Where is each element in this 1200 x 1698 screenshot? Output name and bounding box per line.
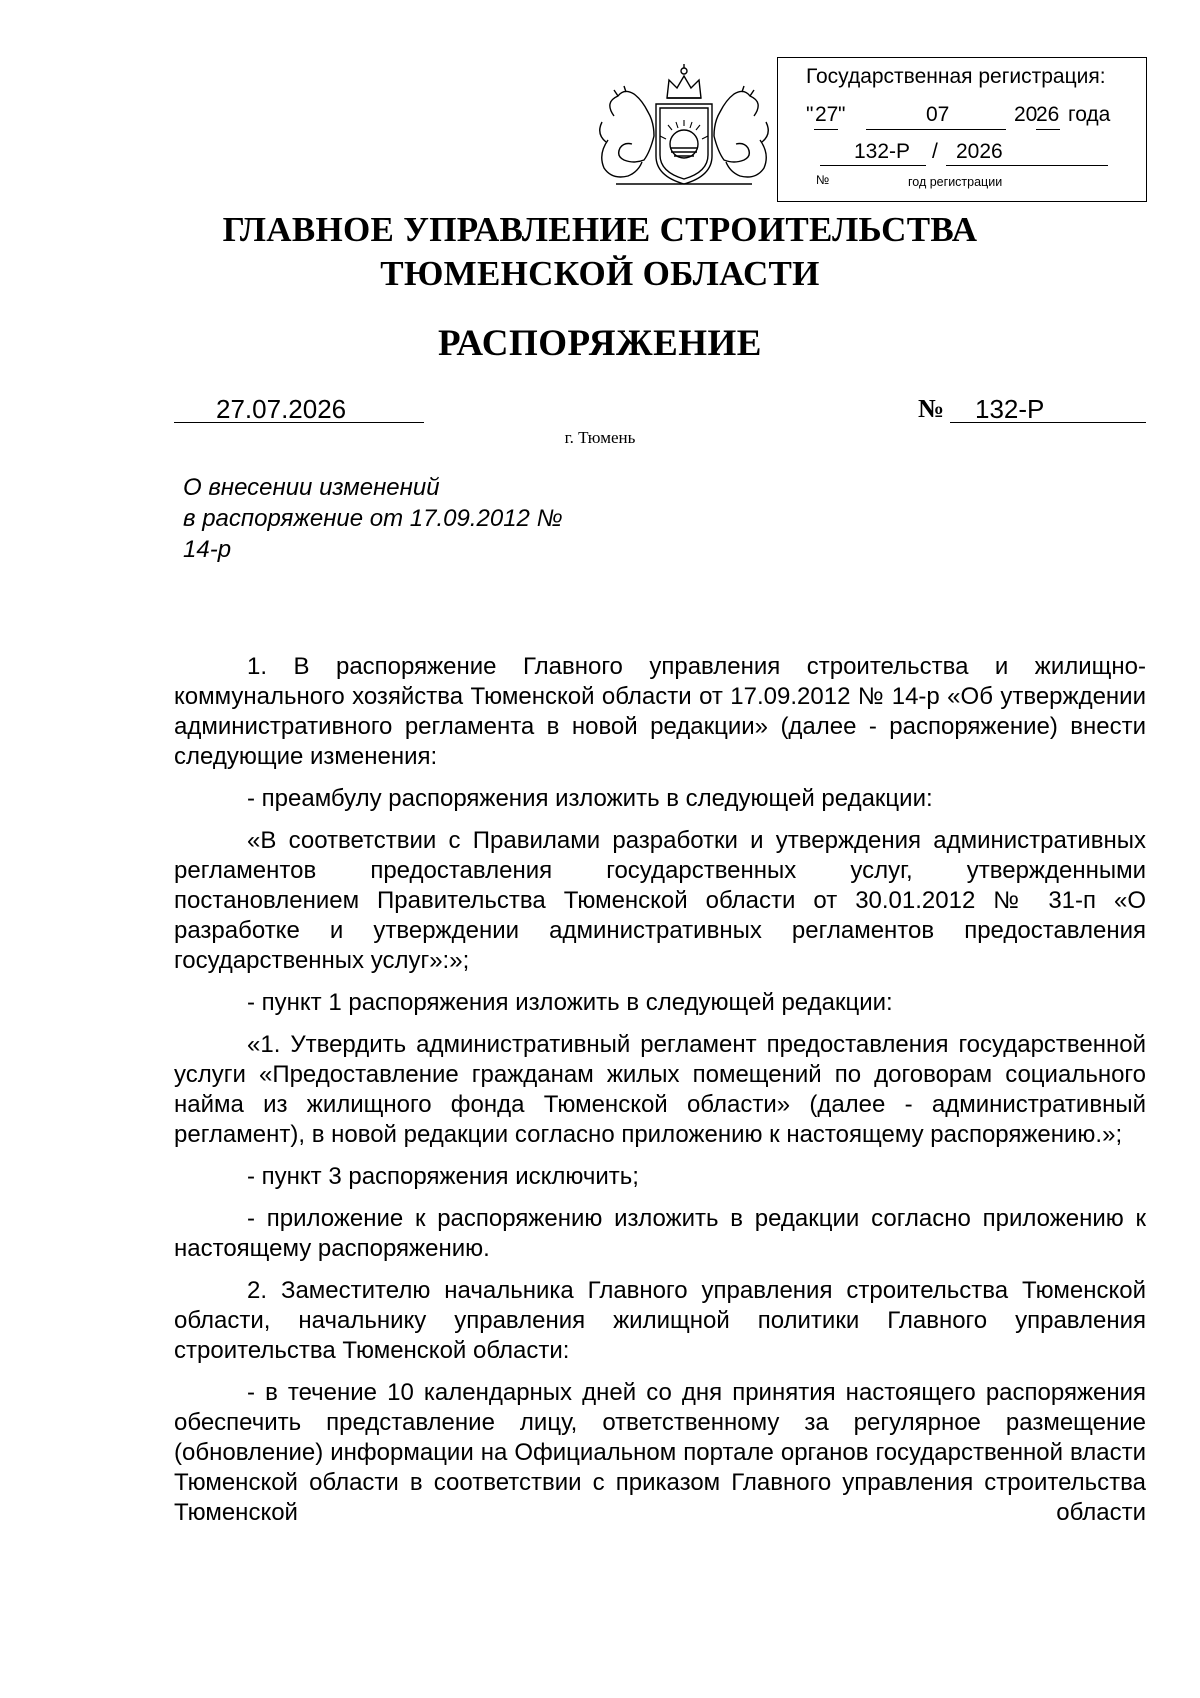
document-date: 27.07.2026 xyxy=(216,394,347,424)
registration-day: 27 xyxy=(815,103,839,126)
coat-of-arms-emblem xyxy=(594,64,774,190)
document-number-sign: № xyxy=(918,394,945,423)
registration-number-underline xyxy=(820,165,926,166)
subject-line-2: в распоряжение от 17.09.2012 № xyxy=(183,505,563,532)
registration-year-suffix: 26 xyxy=(1036,103,1060,126)
paragraph-6: - пункт 3 распоряжения исключить; xyxy=(247,1163,639,1190)
registration-title: Государственная регистрация: xyxy=(806,65,1106,88)
document-number-underline xyxy=(950,422,1146,423)
document-type: РАСПОРЯЖЕНИЕ xyxy=(437,323,762,364)
document-body xyxy=(174,652,1146,1540)
registration-quote-close: " xyxy=(838,103,846,126)
registration-number: 132-Р xyxy=(854,140,911,163)
registration-separator: / xyxy=(932,140,938,163)
registration-year-underline xyxy=(1036,129,1060,130)
document-date-underline xyxy=(174,422,424,423)
registration-number-caption: № xyxy=(816,173,830,187)
paragraph-2: - преамбулу распоряжения изложить в следующей редакции: xyxy=(247,785,933,812)
registration-stamp xyxy=(777,57,1147,202)
authority-line-1: ГЛАВНОЕ УПРАВЛЕНИЕ СТРОИТЕЛЬСТВА xyxy=(222,210,978,249)
registration-day-underline xyxy=(814,129,838,130)
registration-year-word: года xyxy=(1068,103,1111,126)
authority-line-2: ТЮМЕНСКОЙ ОБЛАСТИ xyxy=(380,254,820,293)
paragraph-3: «В соответствии с Правилами разработки и утверждения административных регламентов предоставления государственных услуг, утвержденными постановлением Правительства Тюменской области от 30.01.2012 № 31-п «О разработке и утверждении административных регламентов предоставления государственных услуг»:»; xyxy=(174,827,1146,974)
paragraph-4: - пункт 1 распоряжения изложить в следующей редакции: xyxy=(247,989,893,1016)
registration-year-line xyxy=(946,165,1108,166)
paragraph-8: 2. Заместителю начальника Главного управления строительства Тюменской области, начальнику управления жилищной политики Главного управления строительства Тюменской области: xyxy=(174,1277,1146,1364)
authority-heading xyxy=(0,208,1200,296)
registration-month-underline xyxy=(866,129,1006,130)
paragraph-7: - приложение к распоряжению изложить в редакции согласно приложению к настоящему распоряжению. xyxy=(174,1205,1146,1262)
registration-year-caption: год регистрации xyxy=(908,175,1003,189)
subject-line-3: 14-р xyxy=(183,536,232,563)
paragraph-5: «1. Утвердить административный регламент предоставления государственной услуги «Предоставление гражданам жилых помещений по договорам социального найма из жилищного фонда Тюменской области» (далее - административный регламент), в новой редакции согласно приложению к настоящему распоряжению.»; xyxy=(174,1031,1146,1148)
document-number: 132-Р xyxy=(975,394,1045,424)
paragraph-1: 1. В распоряжение Главного управления строительства и жилищно-коммунального хозяйства Тюменской области от 17.09.2012 № 14-р «Об утверждении административного регламента в новой редакции» (далее - распоряжение) внести следующие изменения: xyxy=(174,653,1146,770)
registration-quote-open: " xyxy=(806,103,814,126)
subject-line-1: О внесении изменений xyxy=(183,474,440,501)
registration-year: 2026 xyxy=(956,140,1003,163)
registration-month: 07 xyxy=(926,103,950,126)
paragraph-9: - в течение 10 календарных дней со дня принятия настоящего распоряжения обеспечить представление лицу, ответственному за регулярное размещение (обновление) информации на Официальном портале органов государственной власти Тюменской области в соответствии с приказом Главного управления строительства Тюменской области xyxy=(174,1379,1146,1526)
city-label: г. Тюмень xyxy=(564,428,636,447)
document-subject xyxy=(183,472,563,565)
registration-year-prefix: 20 xyxy=(1014,103,1038,126)
